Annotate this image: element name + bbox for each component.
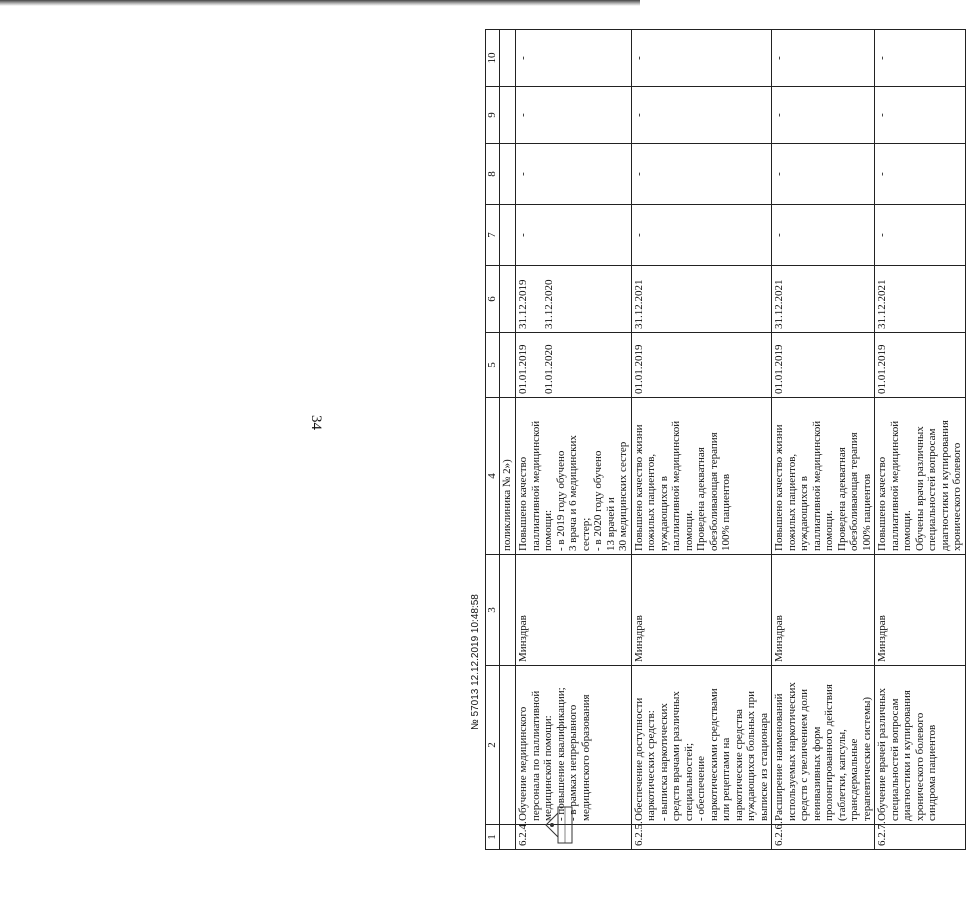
table-row [516, 30, 632, 850]
cell-line: Обучение медицинского [517, 706, 529, 821]
funding-c7: - [875, 205, 966, 266]
cell-line: паллиативной медицинской [529, 420, 542, 551]
cell-line: (таблетки, капсулы, [835, 729, 848, 821]
page-number: 34 [308, 415, 324, 430]
cell-line: наркотическими средствами [707, 688, 720, 821]
end-date [631, 266, 772, 333]
executor: Минздрав [631, 555, 772, 666]
funding-c8: - [516, 144, 632, 205]
cell-line: Обучены врачи различных [913, 426, 926, 551]
cell-line: помощи: [542, 509, 554, 551]
result-text [516, 398, 632, 555]
cell-line: средств с увеличением доли [798, 689, 810, 821]
cell-line: персонала по паллиативной [529, 690, 542, 821]
measure-text [516, 666, 632, 825]
funding-c10: - [631, 30, 772, 87]
row-number: 6.2.5. [631, 825, 772, 850]
cell-line: нуждающихся в [798, 476, 810, 551]
date-value: 31.12.2019 [517, 279, 529, 329]
cell-line: обезболивающая терапия [707, 432, 720, 551]
cell-line: Обеспечение доступности [632, 697, 645, 821]
col-header-8: 8 [486, 144, 500, 205]
end-date [516, 266, 632, 333]
cell-line: Повышено качество [517, 456, 529, 551]
cell-line: наркотические средства [732, 709, 745, 821]
cell-line: Проведена адекватная [835, 447, 848, 551]
continuation-row [500, 30, 516, 850]
cell-line: 100% пациентов [720, 473, 732, 551]
registration-footer: № 57013 12.12.2019 10:48:58 [470, 594, 481, 730]
cell-line: помощи. [823, 510, 835, 551]
end-date [772, 266, 875, 333]
col-header-3: 3 [486, 555, 500, 666]
cell-line: - обеспечение [695, 756, 707, 821]
col-header-2: 2 [486, 666, 500, 825]
cell-line: нуждающихся больных при [745, 690, 757, 821]
continuation-text: поликлиника № 2») [500, 398, 516, 555]
row-number: 6.2.6. [772, 825, 875, 850]
cell-line: помощи. [682, 510, 695, 551]
result-text [875, 398, 966, 555]
cell-line: Обучение врачей различных [876, 687, 888, 821]
funding-c9: - [516, 87, 632, 144]
col-header-1: 1 [486, 825, 500, 850]
registration-stamp-icon [540, 805, 580, 845]
col-header-5: 5 [486, 333, 500, 398]
start-date [772, 333, 875, 398]
cell-line: медицинской помощи: [542, 715, 554, 821]
table-row [631, 30, 772, 850]
cell-line: - в 2019 году обучено [554, 450, 567, 551]
start-date [631, 333, 772, 398]
funding-c9: - [631, 87, 772, 144]
date-value: 31.12.2021 [876, 279, 888, 329]
cell-line: специальностей вопросам [926, 428, 938, 551]
col-header-9: 9 [486, 87, 500, 144]
end-date [875, 266, 966, 333]
cell-line: Расширение наименований [773, 693, 785, 821]
cell-line: сестер; [579, 517, 592, 551]
measure-text [772, 666, 875, 825]
cell-line: средств врачами различных [670, 691, 682, 821]
funding-c9: - [875, 87, 966, 144]
cell-line: 100% пациентов [860, 473, 873, 551]
cell-line: пожилых пациентов, [785, 453, 798, 551]
cell-line: диагностики и купирования [901, 690, 913, 821]
cell-line: 30 медицинских сестер [617, 441, 629, 551]
cell-line: выписке из стационара [757, 712, 770, 821]
cell-line: хронического болевого [951, 442, 963, 551]
cell-line: - повышение квалификации; [554, 687, 567, 821]
cell-line: - выписка наркотических [657, 703, 670, 821]
measures-table [485, 29, 966, 850]
cell-line: нуждающихся в [657, 476, 670, 551]
col-header-6: 6 [486, 266, 500, 333]
start-date [516, 333, 632, 398]
table-row [875, 30, 966, 850]
cell-line: или рецептами на [720, 737, 732, 821]
cell-line: терапевтические системы) [860, 696, 873, 821]
cell-line: Повышено качество [876, 456, 888, 551]
cell-line: пожилых пациентов, [645, 453, 657, 551]
cell-line: специальностей; [682, 742, 695, 821]
cell-line: паллиативной медицинской [670, 420, 682, 551]
cell-line: - в рамках непрерывного [567, 704, 579, 821]
funding-c7: - [516, 205, 632, 266]
cell-line: Повышено качество жизни [773, 424, 785, 551]
funding-c7: - [772, 205, 875, 266]
cell-line: Проведена адекватная [695, 447, 707, 551]
date-value: 01.01.2019 [876, 344, 888, 394]
measure-text [875, 666, 966, 825]
cell-line: диагностики и купирования [938, 420, 951, 551]
cell-line: паллиативной медицинской [810, 420, 823, 551]
date-value: 01.01.2020 [542, 344, 555, 394]
cell-line: синдрома пациентов [926, 724, 938, 821]
start-date [875, 333, 966, 398]
executor: Минздрав [516, 555, 632, 666]
cell-line: специальностей вопросам [888, 698, 901, 821]
scan-edge [0, 0, 640, 6]
measure-text [631, 666, 772, 825]
funding-c10: - [875, 30, 966, 87]
rotated-table-container [485, 40, 963, 850]
funding-c10: - [772, 30, 875, 87]
cell-line: наркотических средств: [645, 710, 657, 821]
cell-line: паллиативной медицинской [888, 420, 901, 551]
result-text [631, 398, 772, 555]
cell-line: 3 врача и 6 медицинских [567, 435, 579, 551]
cell-line: используемых наркотических [785, 682, 798, 821]
cell-line: медицинского образования [579, 694, 592, 821]
date-value: 31.12.2020 [542, 279, 555, 329]
funding-c8: - [772, 144, 875, 205]
cell-line: 13 врачей и [604, 497, 617, 551]
date-value: 31.12.2021 [632, 279, 645, 329]
row-number: 6.2.4. [516, 825, 632, 850]
date-value: 01.01.2019 [773, 344, 785, 394]
funding-c8: - [631, 144, 772, 205]
funding-c7: - [631, 205, 772, 266]
date-value: 31.12.2021 [773, 279, 785, 329]
col-header-7: 7 [486, 205, 500, 266]
cell-line: Повышено качество жизни [632, 424, 645, 551]
row-number: 6.2.7. [875, 825, 966, 850]
cell-line: пролонгированного действия [823, 684, 835, 821]
funding-c9: - [772, 87, 875, 144]
col-header-10: 10 [486, 30, 500, 87]
cell-line: - в 2020 году обучено [592, 450, 604, 551]
cell-line: неинвазивных форм [810, 726, 823, 821]
funding-c8: - [875, 144, 966, 205]
column-number-row [486, 30, 500, 850]
executor: Минздрав [772, 555, 875, 666]
funding-c10: - [516, 30, 632, 87]
cell-line: хронического болевого [913, 712, 926, 821]
table-row [772, 30, 875, 850]
date-value: 01.01.2019 [632, 344, 645, 394]
date-value: 01.01.2019 [517, 344, 529, 394]
cell-line: помощи. [901, 510, 913, 551]
result-text [772, 398, 875, 555]
col-header-4: 4 [486, 398, 500, 555]
executor: Минздрав [875, 555, 966, 666]
cell-line: обезболивающая терапия [848, 432, 860, 551]
cell-line: трансдермальные [848, 738, 860, 821]
